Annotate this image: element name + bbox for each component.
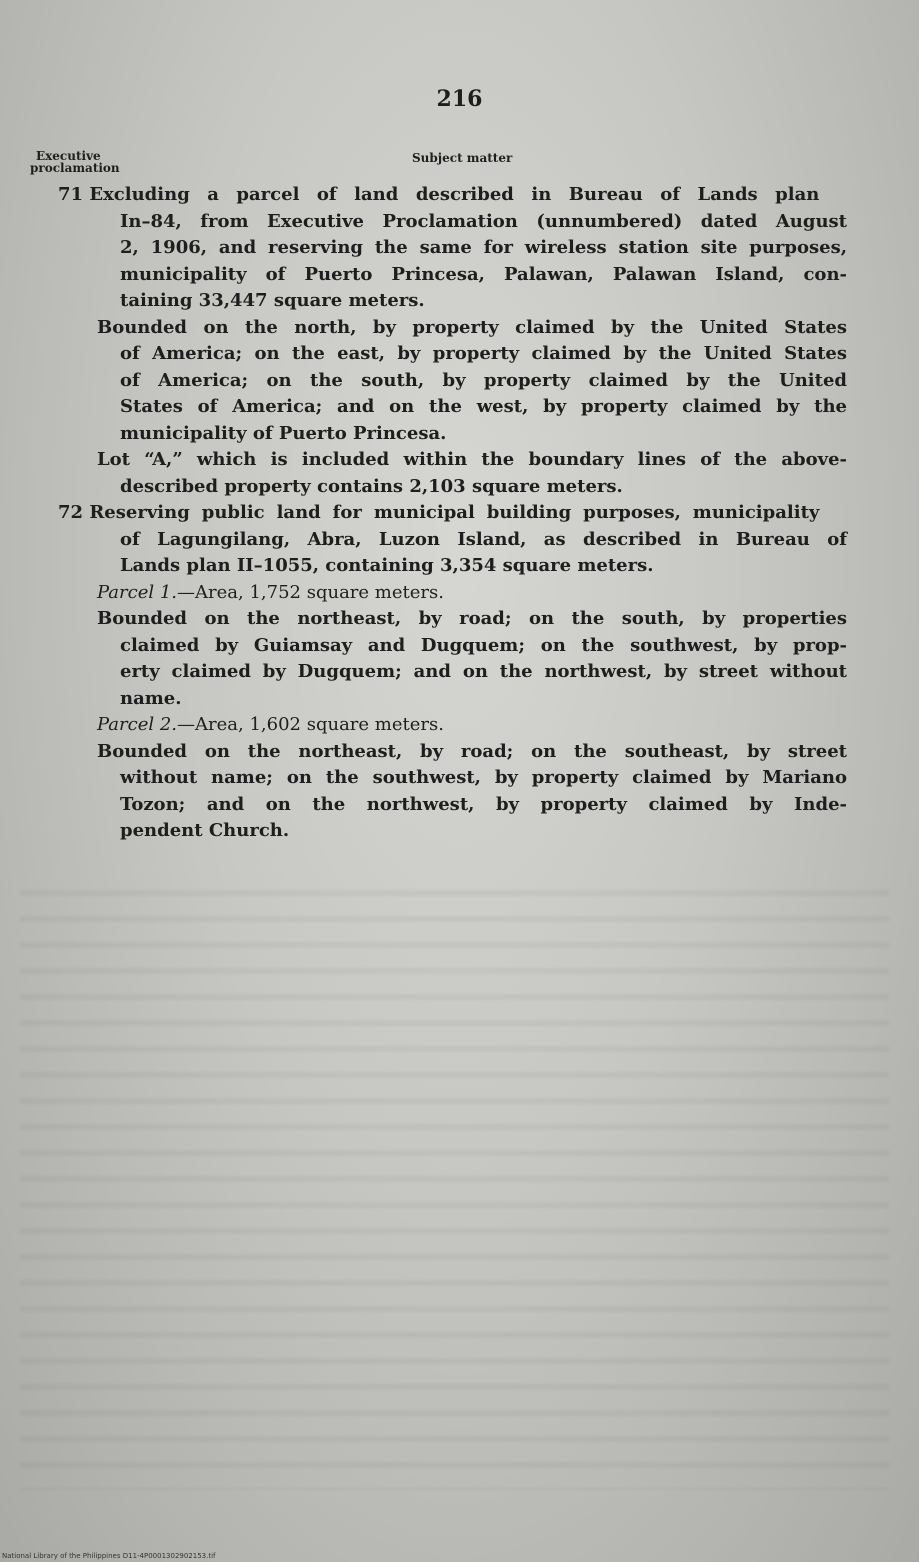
parcel-line <box>0 686 919 713</box>
paragraph-line <box>0 341 919 368</box>
paragraph-line <box>0 447 919 474</box>
entry-text: Lands plan II–1055, containing 3,354 square meters. <box>120 555 654 576</box>
paragraph-line <box>0 368 919 395</box>
entry-text: municipality of Puerto Princesa, Palawan, Palawan Island, con- <box>120 263 847 285</box>
parcel-area: —Area, 1,752 square meters. <box>177 581 444 603</box>
bleed-through-background <box>20 870 889 1490</box>
parcel-area: —Area, 1,602 square meters. <box>177 714 444 735</box>
parcel-text: name. <box>120 687 182 709</box>
entry-line <box>0 235 919 262</box>
parcel-label: Parcel 1. <box>97 581 178 603</box>
entry-line <box>0 527 919 554</box>
parcel-line <box>0 792 919 819</box>
column-header-executive-proclamation <box>30 150 130 174</box>
entry-72 <box>0 500 919 845</box>
body-text <box>0 182 919 845</box>
parcel-label: Parcel 2. <box>97 714 178 735</box>
column-header-subject-matter: Subject matter <box>412 151 513 165</box>
parcel-text: claimed by Guiamsay and Dugquem; on the southwest, by prop- <box>120 634 847 656</box>
paragraph-text: of America; on the east, by property claimed by the United States <box>120 343 847 364</box>
entry-text: taining 33,447 square meters. <box>120 290 425 311</box>
parcel-heading <box>0 580 919 607</box>
parcel-line <box>0 606 919 633</box>
entry-line <box>0 500 919 527</box>
paragraph-text: Bounded on the north, by property claimed by the United States <box>97 316 847 338</box>
scan-footer: National Library of the Philippines D11-4P0001302902153.tif <box>2 1552 216 1560</box>
entry-line <box>0 288 919 315</box>
parcel-text: erty claimed by Dugquem; and on the northwest, by street without <box>120 661 847 682</box>
entry-text: of Lagungilang, Abra, Luzon Island, as described in Bureau of <box>120 528 847 550</box>
entry-text: 2, 1906, and reserving the same for wireless station site purposes, <box>120 237 847 258</box>
entry-line <box>0 182 919 209</box>
paragraph-text: of America; on the south, by property claimed by the United <box>120 369 847 391</box>
entry-number: 72 <box>58 502 84 523</box>
column-header-left-line1: Executive <box>36 149 101 163</box>
paragraph-text: described property contains 2,103 square meters. <box>120 475 623 497</box>
paragraph-line <box>0 421 919 448</box>
parcel-text: without name; on the southwest, by property claimed by Mariano <box>120 767 847 788</box>
entry-text: Reserving public land for municipal building purposes, municipality <box>89 502 820 523</box>
parcel-text: Tozon; and on the northwest, by property claimed by Inde- <box>120 793 847 815</box>
parcel-line <box>0 659 919 686</box>
paragraph-text: Lot “A,” which is included within the boundary lines of the above- <box>97 449 847 470</box>
parcel-line <box>0 739 919 766</box>
paragraph-line <box>0 315 919 342</box>
parcel-text: pendent Church. <box>120 820 290 841</box>
paragraph-text: municipality of Puerto Princesa. <box>120 422 447 444</box>
parcel-line <box>0 633 919 660</box>
paragraph-line <box>0 474 919 501</box>
column-header-left-line2: proclamation <box>30 161 120 175</box>
parcel-heading <box>0 712 919 739</box>
entry-line <box>0 209 919 236</box>
entry-line <box>0 553 919 580</box>
entry-text: Excluding a parcel of land described in Bureau of Lands plan <box>89 184 820 205</box>
entry-71 <box>0 182 919 500</box>
parcel-line <box>0 818 919 845</box>
paragraph-line <box>0 394 919 421</box>
entry-text: In–84, from Executive Proclamation (unnumbered) dated August <box>120 210 847 232</box>
parcel-text: Bounded on the northeast, by road; on the southeast, by street <box>97 740 847 762</box>
entry-line <box>0 262 919 289</box>
parcel-text: Bounded on the northeast, by road; on the south, by properties <box>97 608 847 629</box>
entry-number: 71 <box>58 184 84 205</box>
paragraph-text: States of America; and on the west, by property claimed by the <box>120 396 847 417</box>
parcel-line <box>0 765 919 792</box>
page-number: 216 <box>436 86 483 112</box>
